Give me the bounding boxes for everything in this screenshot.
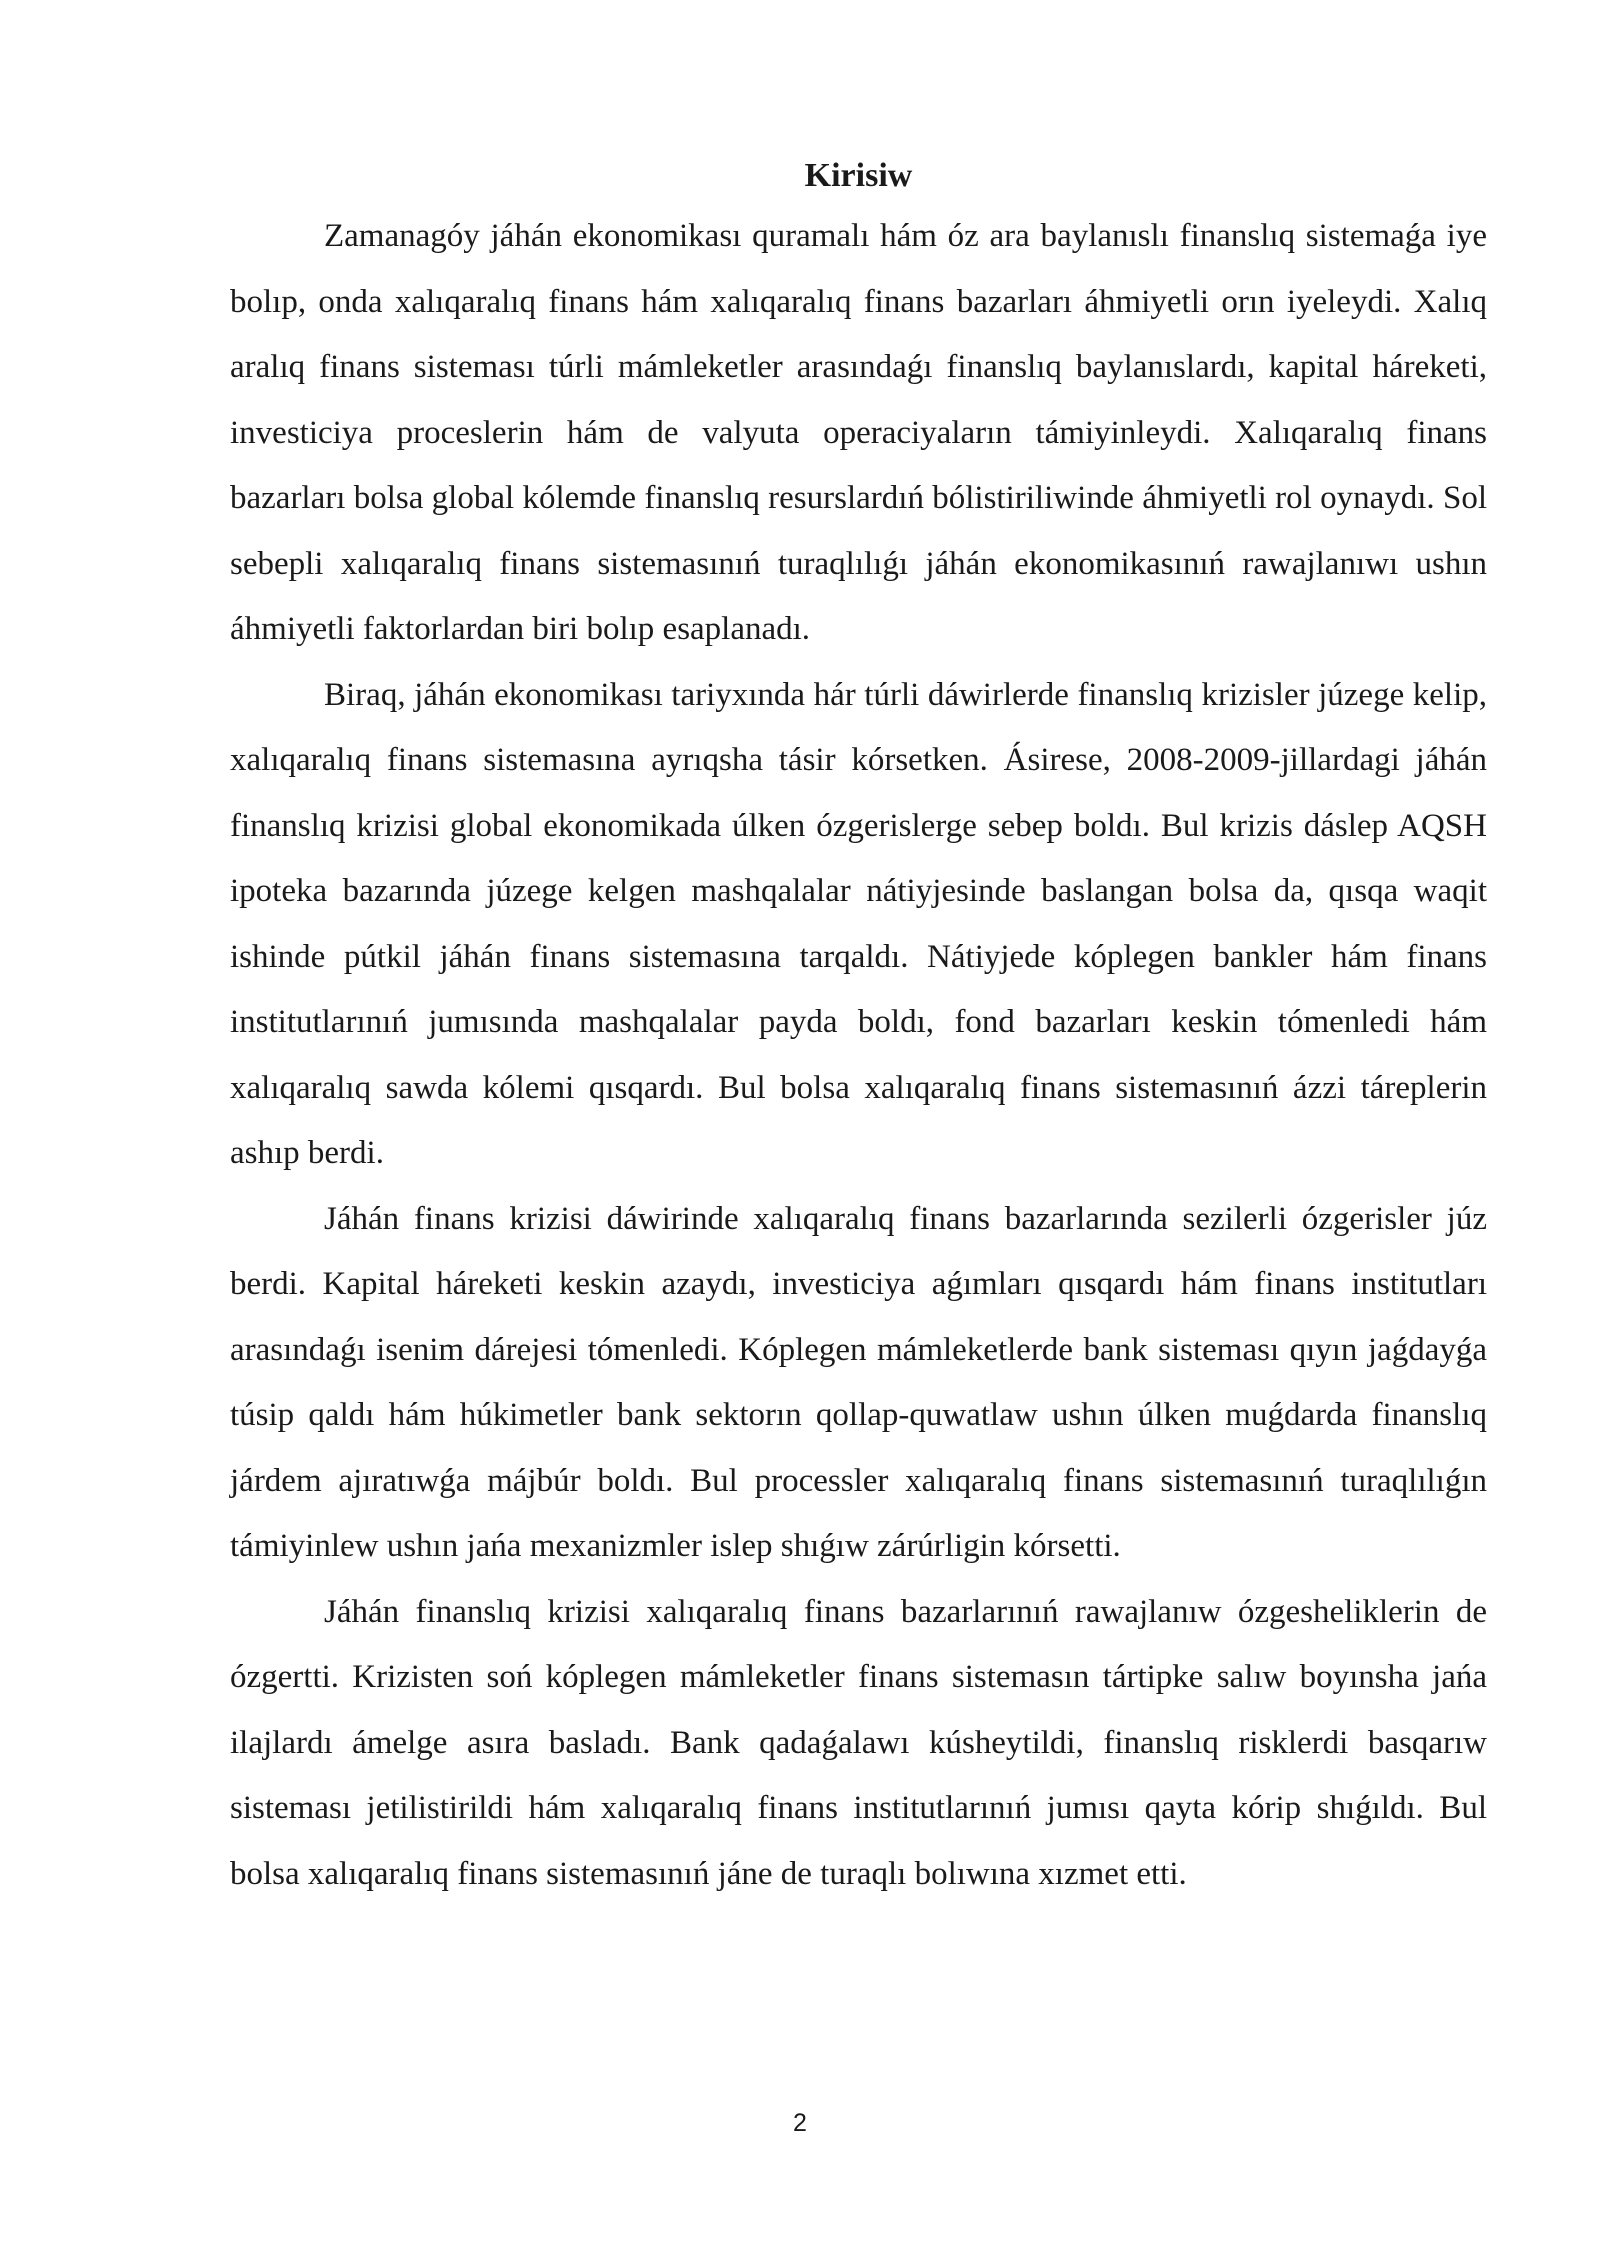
paragraph-4: Jáhán finanslıq krizisi xalıqaralıq finans bazarlarınıń rawajlanıw ózgesheliklerin de ózgertti. Krizisten soń kóplegen mámleketler finans sistemasın tártipke salıw boyınsha jańa ilajlardı ámelge asıra basladı. Bank qadaǵalawı kúsheytildi, finanslıq risklerdi basqarıw sisteması jetilistirildi hám xalıqaralıq finans institutlarınıń jumısı qayta kórip shıǵıldı. Bul bolsa xalıqaralıq finans sistemasınıń jáne de turaqlı bolıwına xızmet etti. (230, 1593, 1487, 1892)
page-number: 2 (793, 2109, 807, 2137)
page-content (230, 148, 1487, 1907)
paragraph-2: Biraq, jáhán ekonomikası tariyxında hár túrli dáwirlerde finanslıq krizisler júzege kelip, xalıqaralıq finans sistemasına ayrıqsha tásir kórsetken. Ásirese, 2008-2009-jillardagi jáhán finanslıq krizisi global ekonomikada úlken ózgerislerge sebep boldı. Bul krizis dáslep AQSH ipoteka bazarında júzege kelgen mashqalalar nátiyjesinde baslangan bolsa da, qısqa waqit ishinde pútkil jáhán finans sistemasına tarqaldı. Nátiyjede kóplegen bankler hám finans institutlarınıń jumısında mashqalalar payda boldı, fond bazarları keskin tómenledi hám xalıqaralıq sawda kólemi qısqardı. Bul bolsa xalıqaralıq finans sistemasınıń ázzi táreplerin ashıp berdi. (230, 676, 1487, 1171)
section-title: Kirisiw (804, 157, 913, 194)
paragraph-3: Jáhán finans krizisi dáwirinde xalıqaralıq finans bazarlarında sezilerli ózgerisler júz berdi. Kapital háreketi keskin azaydı, investiciya aǵımları qısqardı hám finans institutları arasındaǵı isenim dárejesi tómenledi. Kóplegen mámleketlerde bank sisteması qıyın jaǵdayǵa túsip qaldı hám húkimetler bank sektorın qollap-quwatlaw ushın úlken muǵdarda finanslıq járdem ajıratıwǵa májbúr boldı. Bul processler xalıqaralıq finans sistemasınıń turaqlılıǵın támiyinlew ushın jańa mexanizmler islep shıǵıw zárúrligin kórsetti. (230, 1200, 1487, 1564)
paragraph-1: Zamanagóy jáhán ekonomikası quramalı hám óz ara baylanıslı finanslıq sistemaǵa iye bolıp, onda xalıqaralıq finans hám xalıqaralıq finans bazarları áhmiyetli orın iyeleydi. Xalıq aralıq finans sisteması túrli mámleketler arasındaǵı finanslıq baylanıslardı, kapital háreketi, investiciya proceslerin hám de valyuta operaciyaların támiyinleydi. Xalıqaralıq finans bazarları bolsa global kólemde finanslıq resurslardıń bólistiriliwinde áhmiyetli rol oynaydı. Sol sebepli xalıqaralıq finans sistemasınıń turaqlılıǵı jáhán ekonomikasınıń rawajlanıwı ushın áhmiyetli faktorlardan biri bolıp esaplanadı. (230, 218, 1487, 647)
